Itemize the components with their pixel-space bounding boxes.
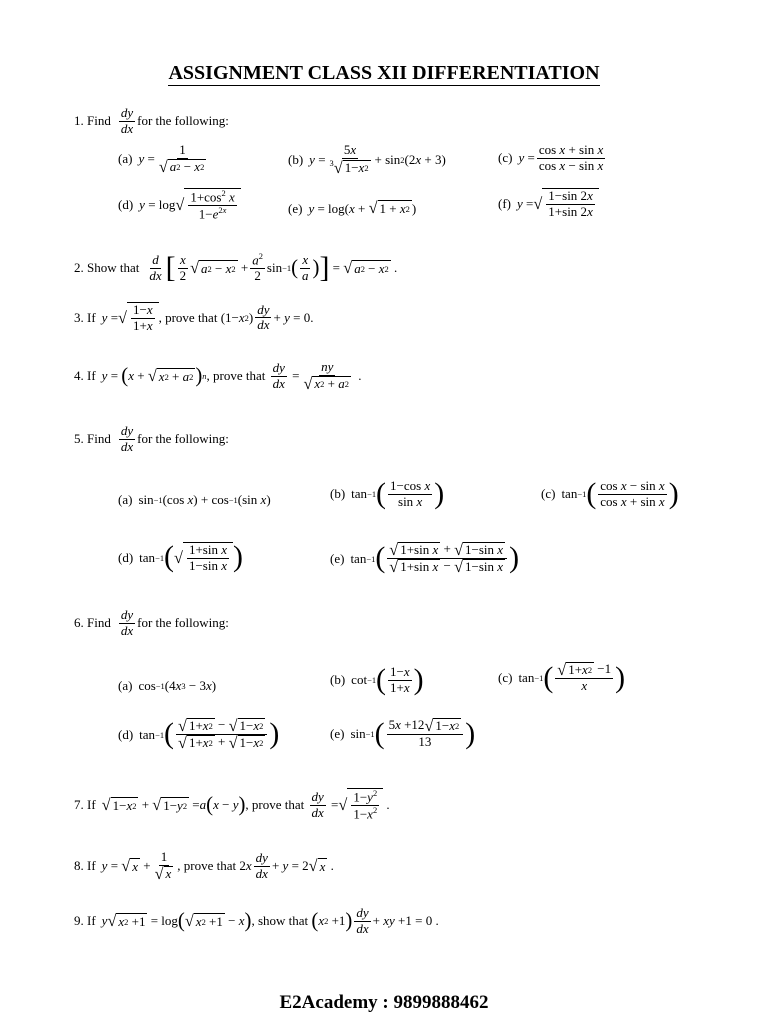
q1-part-b: (b) y = 5x $^3$ √ 1− x 2 + sin 2 (2 x + 3) — [288, 142, 446, 178]
question-8: 8. If y = √ x + 1 √ x , prove that 2 x $\frac{dy}{dx}$ + y = 2 √ x . — [74, 849, 334, 883]
q1-part-c: (c) y = $\frac{\text{cos x + sin x}}{\text{cos x − sin x}}$ — [498, 142, 604, 173]
q1-part-a: (a) y = 1 √ a 2 − x 2 — [118, 142, 205, 176]
question-9: 9. If y √ x 2 +1 = log ( √ x 2 +1 − x ) , show that ( x 2 +1 ) $\frac{dy}{dx}$ + xy +1 = 0 . — [74, 905, 439, 936]
q5-part-a: (a) sin −1 (cos x ) + cos −1 (sin x ) — [118, 492, 271, 507]
q6-part-c: (c) tan −1 ( √ 1+ x 2 −1 x ) — [498, 660, 626, 694]
question-2: 2. Show that $\frac{d}{dx}$ [ $\frac{x}{2}$ √ a 2 − x 2 + $\frac{a^2}{2}$ sin −1 ( $\frac{x}{a}$ ) ] = √ a 2 − x 2 . — [74, 250, 398, 284]
q6-part-e: (e) sin −1 ( 5x +12 √ 1− x 2 13 ) — [330, 716, 476, 750]
q1-part-f: (f) y = √ $\frac{1-\sin 2x}{1+\sin 2x}$ — [498, 188, 599, 220]
q5-part-b: (b) tan −1 ( $\frac{\text{1−cos x}}{\text{sin x}}$ ) — [330, 476, 445, 510]
q1-part-e: (e) y = log( x + √ 1 + x 2 ) — [288, 199, 417, 218]
q6-part-d: (d) tan −1 ( √ 1+ x 2 − √ 1− x 2 √ 1+ x 2 + √ 1− x 2 ) — [118, 717, 280, 753]
question-6: 6. Find $\frac{dy}{dx}$ for the following: — [74, 607, 229, 638]
page-title: ASSIGNMENT CLASS XII DIFFERENTIATION — [168, 62, 600, 84]
question-1: 1. Find $\frac{dy}{dx}$ for the following: — [74, 105, 229, 136]
q5-part-e: (e) tan −1 ( √ 1+sin x + √ 1−sin x √ 1+sin x − √ 1−sin x ) — [330, 541, 520, 577]
footer-contact: E2Academy : 9899888462 — [279, 992, 489, 1013]
question-5: 5. Find $\frac{dy}{dx}$ for the following: — [74, 423, 229, 454]
q6-part-a: (a) cos −1 (4 x 3 − 3 x ) — [118, 678, 217, 693]
question-3: 3. If y = √ $\frac{1-x}{1+x}$ , prove that (1− x 2 ) $\frac{dy}{dx}$ + y = 0. — [74, 301, 314, 333]
question-4: 4. If y = ( x + √ x 2 + a 2 ) n , prove that $\frac{dy}{dx}$ = ny √ x 2 + a 2 . — [74, 359, 362, 393]
question-7: 7. If √ 1− x 2 + √ 1− y 2 = a ( x − y ) , prove that $\frac{dy}{dx}$ = √ $\frac{1-y^2}{1-x^2}$ . — [74, 788, 390, 822]
q5-part-d: (d) tan −1 ( √ $\frac{\text{1+sin x}}{\text{1−sin x}}$ ) — [118, 540, 243, 574]
q1-part-d: (d) y = log √ $\frac{1+\cos^2 x}{1-e^{2x}}$ — [118, 188, 241, 223]
q5-part-c: (c) tan −1 ( $\frac{\text{cos x − sin x}}{\text{cos x + sin x}}$ ) — [541, 476, 679, 510]
q6-part-b: (b) cot −1 ( $\frac{1-x}{1+x}$ ) — [330, 662, 424, 696]
